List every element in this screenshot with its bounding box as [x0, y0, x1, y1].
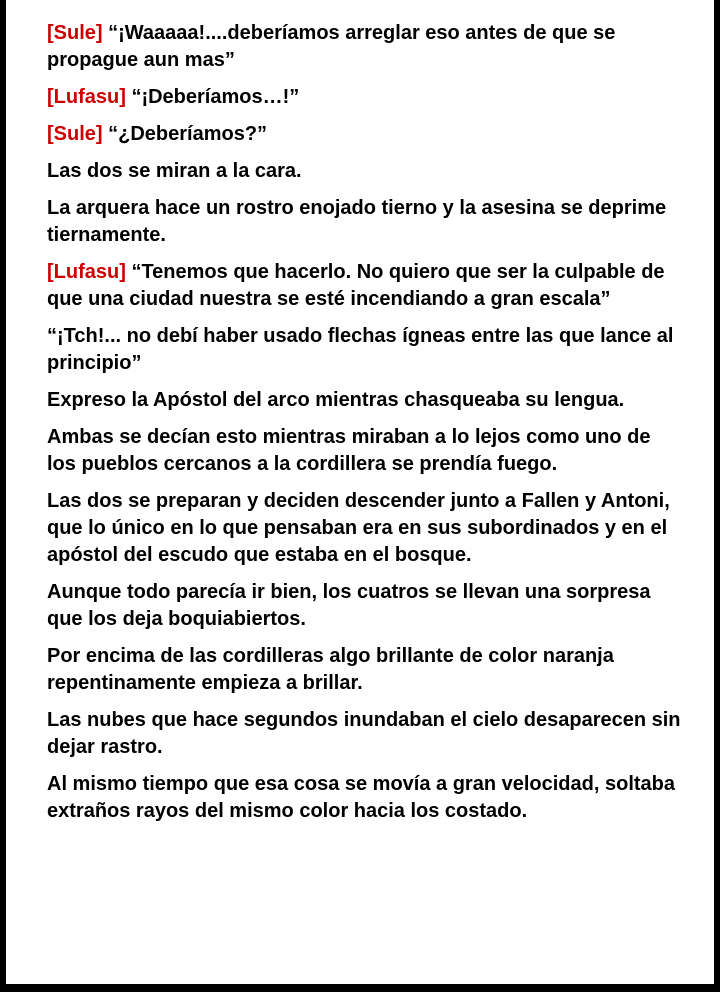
- paragraph-text: “¿Deberíamos?”: [102, 123, 268, 145]
- paragraph-text: Por encima de las cordilleras algo brillante de color naranja repentinamente empieza a brillar.: [47, 645, 614, 694]
- paragraph-text: Al mismo tiempo que esa cosa se movía a gran velocidad, soltaba extraños rayos del mismo color hacia los costado.: [47, 773, 675, 822]
- paragraph-text: “Tenemos que hacerlo. No quiero que ser la culpable de que una ciudad nuestra se esté incendiando a gran escala”: [47, 261, 665, 310]
- paragraph-10: [47, 488, 684, 569]
- speaker-tag: [Sule]: [47, 123, 103, 145]
- paragraph-text: Las dos se preparan y deciden descender junto a Fallen y Antoni, que lo único en lo que pensaban era en sus subordinados y en el apóstol del escudo que estaba en el bosque.: [47, 490, 670, 566]
- paragraph-text: Las dos se miran a la cara.: [47, 160, 302, 182]
- paragraph-4: [47, 158, 684, 185]
- paragraph-5: [47, 195, 684, 249]
- paragraph-8: [47, 387, 684, 414]
- paragraph-text: “¡Waaaaa!....deberíamos arreglar eso antes de que se propague aun mas”: [47, 22, 616, 71]
- speaker-tag: [Lufasu]: [47, 86, 126, 108]
- paragraph-12: [47, 643, 684, 697]
- paragraph-14: [47, 771, 684, 825]
- paragraph-2: [47, 84, 684, 111]
- document-page: [6, 0, 714, 984]
- paragraph-6: [47, 259, 684, 313]
- paragraph-13: [47, 707, 684, 761]
- paragraph-text: Aunque todo parecía ir bien, los cuatros se llevan una sorpresa que los deja boquiabiertos.: [47, 581, 651, 630]
- paragraph-3: [47, 121, 684, 148]
- speaker-tag: [Sule]: [47, 22, 103, 44]
- speaker-tag: [Lufasu]: [47, 261, 126, 283]
- paragraph-text: Ambas se decían esto mientras miraban a lo lejos como uno de los pueblos cercanos a la cordillera se prendía fuego.: [47, 426, 651, 475]
- paragraph-text: La arquera hace un rostro enojado tierno y la asesina se deprime tiernamente.: [47, 197, 667, 246]
- paragraph-text: “¡Tch!... no debí haber usado flechas ígneas entre las que lance al principio”: [47, 325, 674, 374]
- paragraph-text: Las nubes que hace segundos inundaban el cielo desaparecen sin dejar rastro.: [47, 709, 681, 758]
- paragraph-7: [47, 323, 684, 377]
- paragraph-9: [47, 424, 684, 478]
- paragraph-text: Expreso la Apóstol del arco mientras chasqueaba su lengua.: [47, 389, 625, 411]
- paragraph-11: [47, 579, 684, 633]
- paragraph-1: [47, 20, 684, 74]
- paragraph-text: “¡Deberíamos…!”: [125, 86, 300, 108]
